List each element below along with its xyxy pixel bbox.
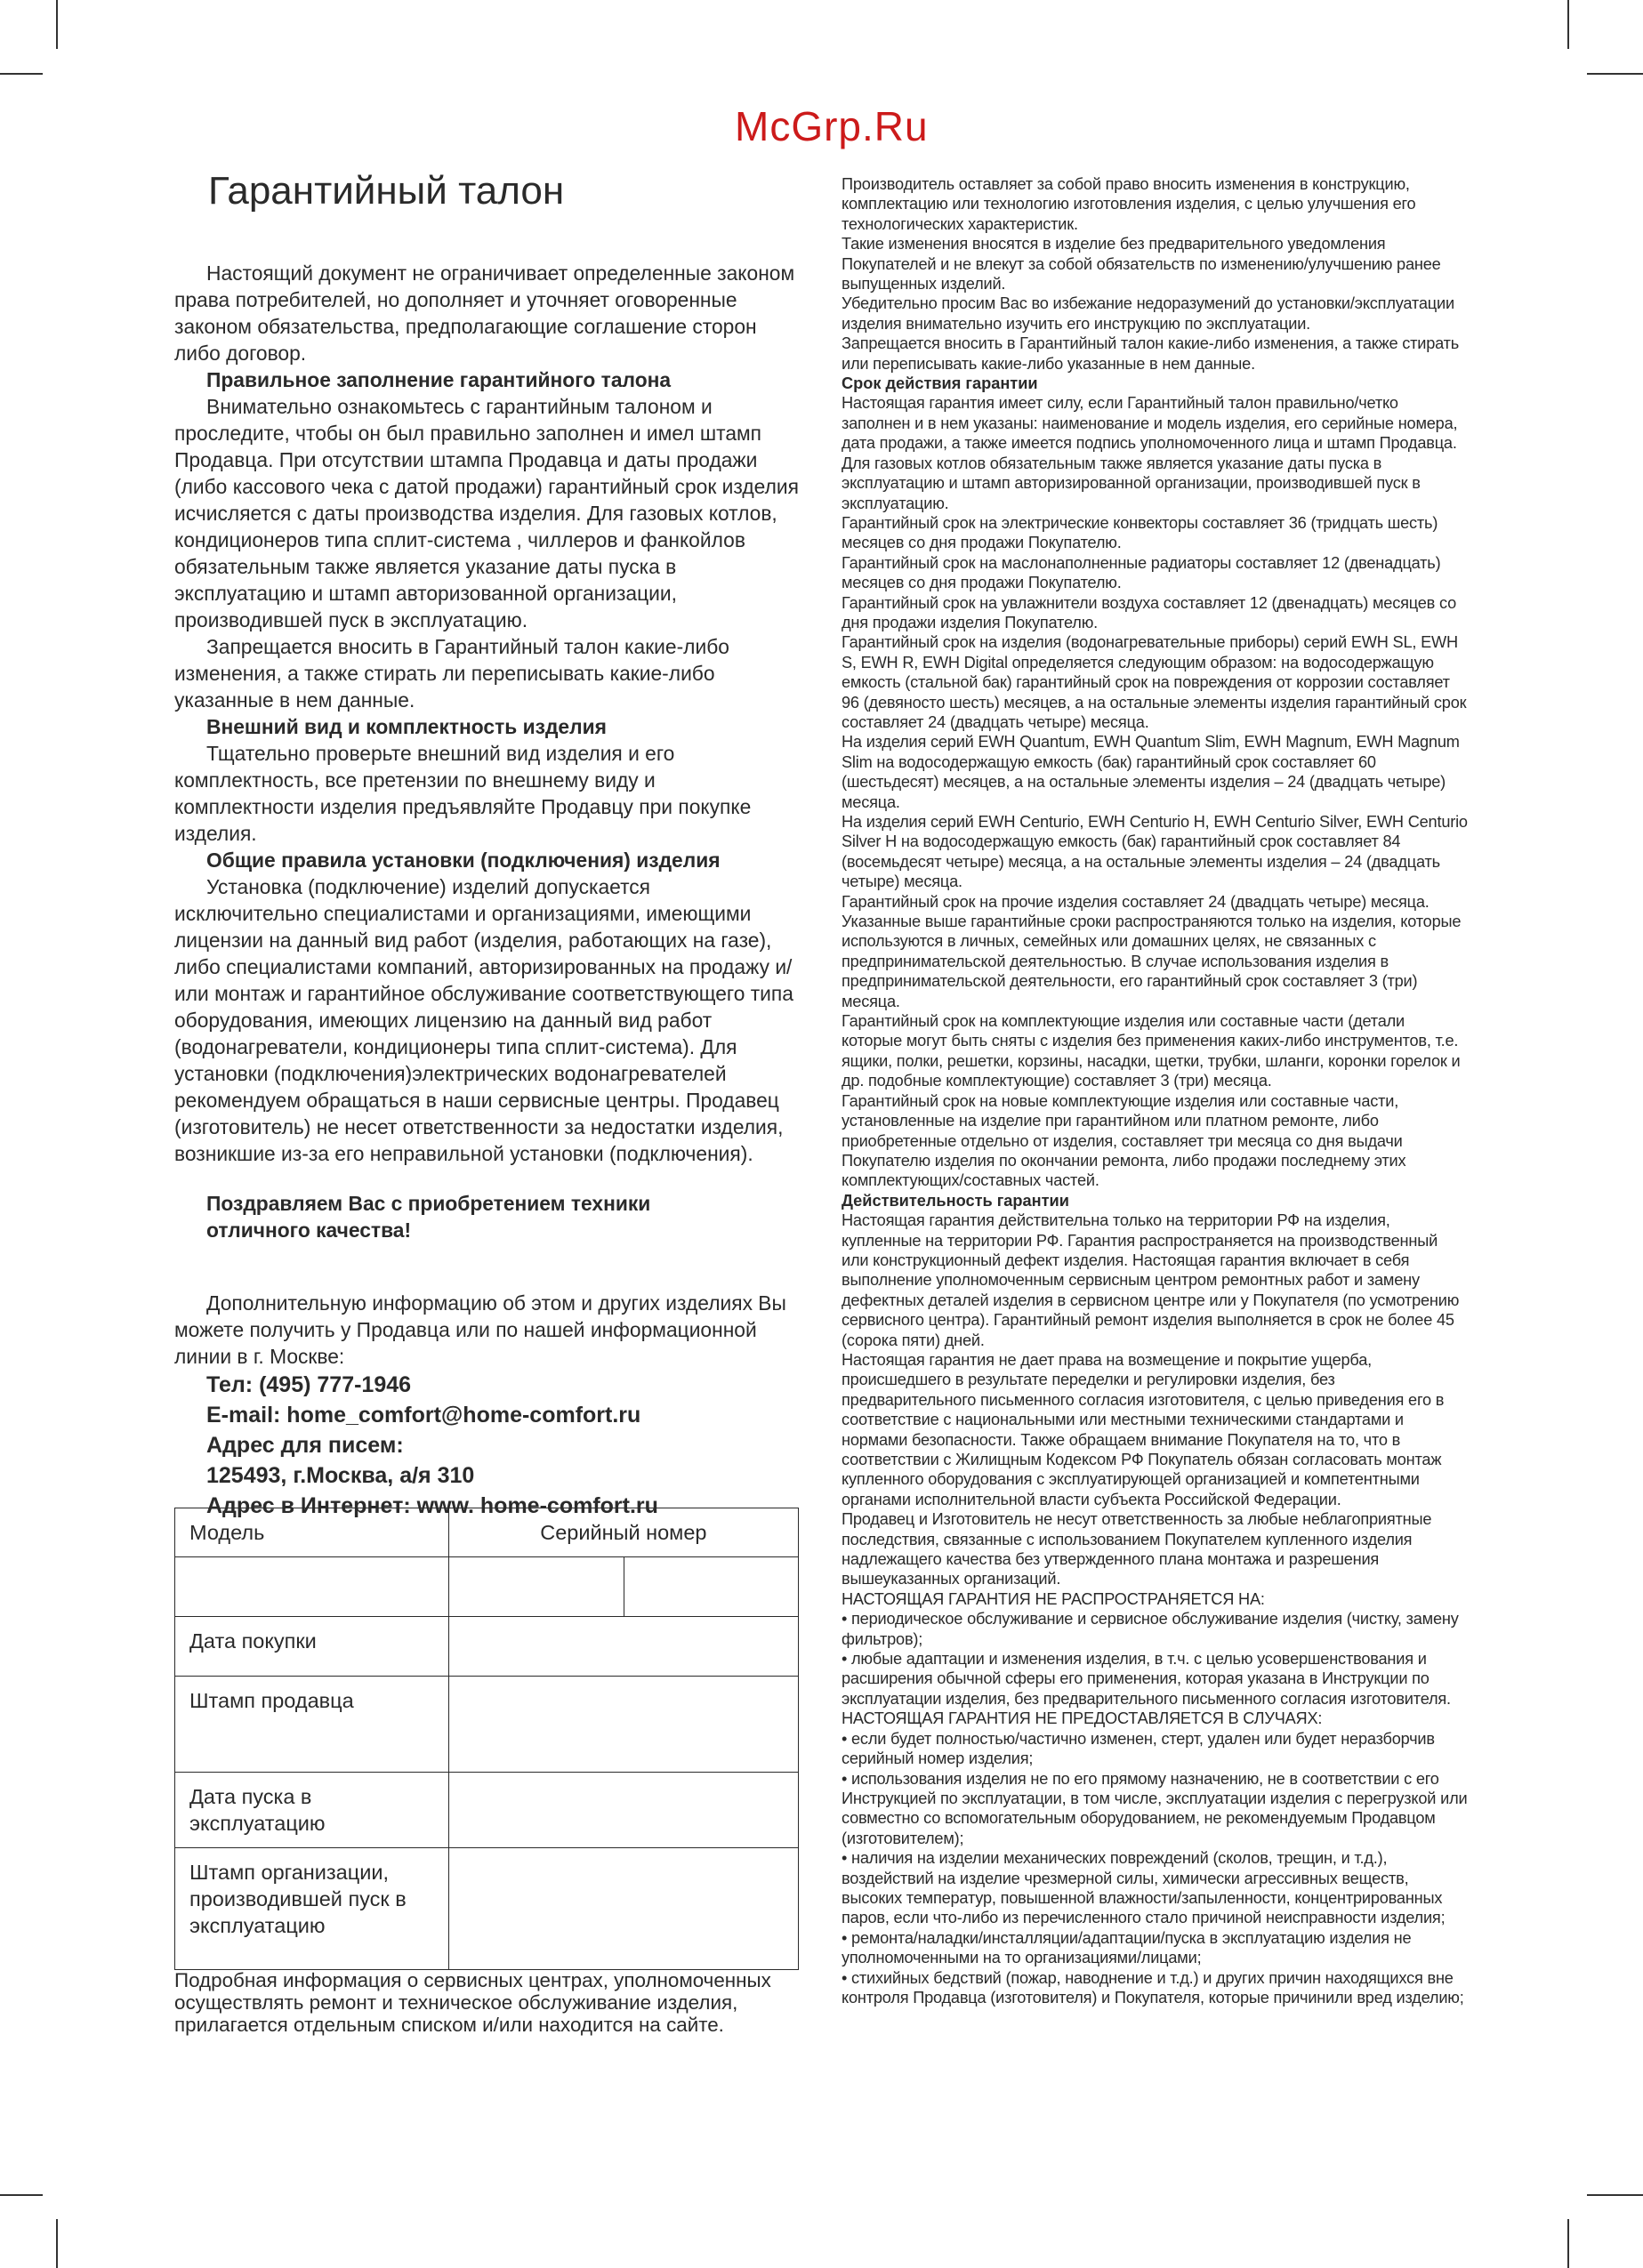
paragraph: Настоящая гарантия имеет силу, если Гарантийный талон правильно/четко заполнен и в нем указаны: наименование и модель изделия, его серийные номера, дата продажи, а также имеется подпись уполномоченного лица и штамп Продавца. Для газовых котлов обязательным также является указание даты пуска в эксплуатацию и штамп авторизированной организации, производившей пуск в эксплуатацию.	[842, 394, 1458, 512]
paragraph: Гарантийный срок на электрические конвекторы составляет 36 (тридцать шесть) месяцев со дня продажи Покупателю.	[842, 513, 1438, 552]
serial-field-1[interactable]	[448, 1557, 624, 1617]
crop-mark	[1567, 2219, 1569, 2268]
paragraph-filling: Внимательно ознакомьтесь с гарантийным талоном и проследите, чтобы он был правильно заполнен и имел штамп Продавца. При отсутствии штампа Продавца и даты продажи (либо кассового чека с датой продажи) гарантийный срок изделия исчисляется с даты производства изделия. Для газовых котлов, кондиционеров типа сплит-система , чиллеров и фанкойлов обязательным также является указание даты пуска в эксплуатацию и штамп авторизованной организации, производившей пуск в эксплуатацию.	[174, 395, 799, 631]
serial-label: Серийный номер	[448, 1508, 798, 1557]
right-column	[842, 174, 1468, 2007]
list-item: • периодическое обслуживание и сервисное обслуживание изделия (чистку, замену фильтров);	[842, 1610, 1459, 1648]
paragraph: Гарантийный срок на изделия (водонагревательные приборы) серий EWH SL, EWH S, EWH R, EWH Digital определяется следующим образом: на водосодержащую емкость (стальной бак) гарантийный срок на повреждения от коррозии составляет 96 (девяносто шесть) месяцев, а на остальные элементы изделия гарантийный срок составляет 24 (двадцать четыре) месяца.	[842, 633, 1467, 731]
watermark: McGrp.Ru	[735, 103, 929, 149]
paragraph: Производитель оставляет за собой право вносить изменения в конструкцию, комплектацию или технологию изготовления изделия, с целью улучшения его технологических характеристик.	[842, 175, 1416, 233]
org-stamp-label: Штамп организации, производившей пуск в эксплуатацию	[175, 1848, 449, 1970]
website: Адрес в Интернет: www. home-comfort.ru	[206, 1493, 658, 1518]
paragraph: На изделия серий EWH Centurio, EWH Centurio H, EWH Centurio Silver, EWH Centurio Silver H на водосодержащую емкость (бак) гарантийный срок составляет 84 (восемьдесят четыре) месяца, а на остальные элементы изделия – 24 (двадцать четыре) месяца.	[842, 813, 1468, 891]
left-column	[174, 169, 799, 1521]
list-item: • любые адаптации и изменения изделия, в т.ч. с целью усовершенствования и расширения обычной сферы его применения, которая указана в Инструкции по эксплуатации изделия, без предварительного письменного согласия изготовителя.	[842, 1650, 1451, 1708]
crop-mark	[1587, 2194, 1643, 2196]
purchase-date-label: Дата покупки	[175, 1617, 449, 1677]
intro-paragraph: Настоящий документ не ограничивает определенные законом права потребителей, но дополняет и уточняет оговоренные законом обязательства, предполагающие соглашение сторон либо договор.	[174, 261, 795, 365]
paragraph: Настоящая гарантия действительна только на территории РФ на изделия, купленные на территории РФ. Гарантия распространяется на производственный или конструкционный дефект изделия. Настоящая гарантия включает в себя выполнение уполномоченным сервисным центром ремонтных работ и замену дефектных деталей изделия в сервисном центре или у Покупателя (по усмотрению сервисного центра). Гарантийный ремонт изделия выполняется в срок не более 45 (сорока пяти) дней.	[842, 1211, 1460, 1349]
paragraph-prohibition: Запрещается вносить в Гарантийный талон какие-либо изменения, а также стирать ли переписывать какие-либо указанные в нем данные.	[174, 635, 729, 712]
crop-mark	[56, 0, 58, 49]
start-date-field[interactable]	[448, 1773, 798, 1848]
paragraph: Гарантийный срок на комплектующие изделия или составные части (детали которые могут быть сняты с изделия без применения каких-либо инструментов, т.е. ящики, полки, решетки, корзины, насадки, щетки, трубки, шланги, коронки горелок и др. подобные комплектующие) составляет 3 (три) месяца.	[842, 1012, 1461, 1090]
seller-stamp-field[interactable]	[448, 1677, 798, 1773]
crop-mark	[1587, 73, 1643, 75]
list-item: • ремонта/наладки/инсталляции/адаптации/пуска в эксплуатацию изделия не уполномоченными на то организациями/лицами;	[842, 1928, 1412, 1967]
model-label: Модель	[175, 1508, 449, 1557]
section-heading-filling: Правильное заполнение гарантийного талона	[206, 368, 672, 391]
paragraph: Такие изменения вносятся в изделие без предварительного уведомления Покупателей и не влекут за собой обязательств по изменению/улучшению ранее выпущенных изделий.	[842, 235, 1441, 294]
paragraph: Гарантийный срок на прочие изделия составляет 24 (двадцать четыре) месяца.	[842, 892, 1430, 911]
crop-mark	[0, 73, 43, 75]
section-heading-installation: Общие правила установки (подключения) изделия	[206, 848, 721, 872]
mail-address-label: Адрес для писем:	[206, 1433, 404, 1458]
paragraph: На изделия серий EWH Quantum, EWH Quantum Slim, EWH Magnum, EWH Magnum Slim на водосодержащую емкость (бак) гарантийный срок составляет 60 (шестьдесят) месяцев, а на остальные элементы изделия – 24 (двадцать четыре) месяца.	[842, 733, 1460, 811]
contact-intro: Дополнительную информацию об этом и других изделиях Вы можете получить у Продавца или по нашей информационной линии в г. Москве:	[174, 1291, 786, 1368]
crop-mark	[56, 2219, 58, 2268]
purchase-date-field[interactable]	[448, 1617, 798, 1677]
org-stamp-field[interactable]	[448, 1848, 798, 1970]
paragraph: Гарантийный срок на новые комплектующие изделия или составные части, установленные на изделие при гарантийном или платном ремонте, либо приобретенные отдельно от изделия, составляет три месяца со дня выдачи Покупателю изделия по окончании ремонта, либо продажи последнему этих комплектующих/составных частей.	[842, 1091, 1406, 1190]
cases-heading: НАСТОЯЩАЯ ГАРАНТИЯ НЕ ПРЕДОСТАВЛЯЕТСЯ В СЛУЧАЯХ:	[842, 1709, 1323, 1728]
list-item: • использования изделия не по его прямому назначению, не в соответствии с его Инструкцией по эксплуатации, в том числе, эксплуатации изделия с перегрузкой или совместно со вспомогательным оборудованием, не рекомендуемым Продавцом (изготовителем);	[842, 1769, 1468, 1847]
email: E-mail: home_comfort@home-comfort.ru	[206, 1403, 641, 1428]
warranty-form	[174, 1508, 799, 1970]
paragraph: Гарантийный срок на увлажнители воздуха составляет 12 (двенадцать) месяцев со дня продажи изделия Покупателю.	[842, 593, 1457, 631]
model-field[interactable]	[175, 1557, 449, 1617]
list-item: • стихийных бедствий (пожар, наводнение и т.д.) и других причин находящихся вне контроля Продавца (изготовителя) и Покупателя, которые причинили вред изделию;	[842, 1968, 1464, 2007]
mail-address: 125493, г.Москва, а/я 310	[206, 1463, 475, 1488]
paragraph: Запрещается вносить в Гарантийный талон какие-либо изменения, а также стирать или переписывать какие-либо указанные в нем данные.	[842, 334, 1460, 373]
section-heading-validity: Действительность гарантии	[842, 1191, 1069, 1210]
start-date-label: Дата пуска в эксплуатацию	[175, 1773, 449, 1848]
section-heading-term: Срок действия гарантии	[842, 374, 1038, 393]
paragraph: Убедительно просим Вас во избежание недоразумений до установки/эксплуатации изделия внимательно изучить его инструкцию по эксплуатации.	[842, 294, 1454, 333]
congratulations: Поздравляем Вас с приобретением техники отличного качества!	[206, 1192, 651, 1242]
service-footnote: Подробная информация о сервисных центрах, уполномоченных осуществлять ремонт и техническое обслуживание изделия, прилагается отдельным списком и/или находится на сайте.	[174, 1969, 771, 2036]
paragraph-installation: Установка (подключение) изделий допускается исключительно специалистами и организациями, имеющими лицензии на данный вид работ (изделия, работающих на газе), либо специалистами компаний, авторизированных на продажу и/или монтаж и гарантийное обслуживание соответствующего типа оборудования, имеющих лицензию на данный вид работ (водонагреватели, кондиционеры типа сплит-система). Для установки (подключения)электрических водонагревателей рекомендуем обращаться в наши сервисные центры. Продавец (изготовитель) не несет ответственности за недостатки изделия, возникшие из-за его неправильной установки (подключения).	[174, 875, 793, 1165]
paragraph-appearance: Тщательно проверьте внешний вид изделия и его комплектность, все претензии по внешнему виду и комплектности изделия предъявляйте Продавцу при покупке изделия.	[174, 742, 752, 845]
paragraph: Гарантийный срок на маслонаполненные радиаторы составляет 12 (двенадцать) месяцев со дня продажи Покупателю.	[842, 553, 1441, 592]
serial-field-2[interactable]	[624, 1557, 799, 1617]
list-item: • если будет полностью/частично изменен, стерт, удален или будет неразборчив серийный номер изделия;	[842, 1729, 1435, 1768]
exclusions-heading: НАСТОЯЩАЯ ГАРАНТИЯ НЕ РАСПРОСТРАНЯЕТСЯ НА:	[842, 1589, 1265, 1608]
phone: Тел: (495) 777-1946	[206, 1372, 412, 1397]
paragraph: Настоящая гарантия не дает права на возмещение и покрытие ущерба, происшедшего в результате переделки и регулировки изделия, без предварительного письменного согласия изготовителя, с целью приведения его в соответствие с национальными или местными техническими стандартами и нормами безопасности. Также обращаем внимание Покупателя на то, что в соответствии с Жилищным Кодексом РФ Покупатель обязан согласовать монтаж купленного оборудования с эксплуатирующей организацией и компетентными органами исполнительной власти субъекта Российской Федерации.	[842, 1350, 1445, 1508]
crop-mark	[1567, 0, 1569, 49]
seller-stamp-label: Штамп продавца	[175, 1677, 449, 1773]
crop-mark	[0, 2194, 43, 2196]
paragraph: Продавец и Изготовитель не несут ответственность за любые неблагоприятные последствия, связанные с использованием Покупателем купленного изделия надлежащего качества без утвержденного плана монтажа и разрешения вышеуказанных организаций.	[842, 1510, 1432, 1588]
list-item: • наличия на изделии механических повреждений (сколов, трещин, и т.д.), воздействий на изделие чрезмерной силы, химически агрессивных веществ, высоких температур, повышенной влажности/запыленности, концентрированных паров, если что-либо из перечисленного стало причиной неисправности изделия;	[842, 1849, 1446, 1927]
paragraph: Указанные выше гарантийные сроки распространяются только на изделия, которые используются в личных, семейных или домашних целях, не связанных с предпринимательской деятельностью. В случае использования изделия в предпринимательской деятельности, его гарантийный срок составляет 3 (три) месяца.	[842, 913, 1462, 1010]
page-title: Гарантийный талон	[208, 169, 565, 213]
section-heading-appearance: Внешний вид и комплектность изделия	[206, 715, 607, 738]
